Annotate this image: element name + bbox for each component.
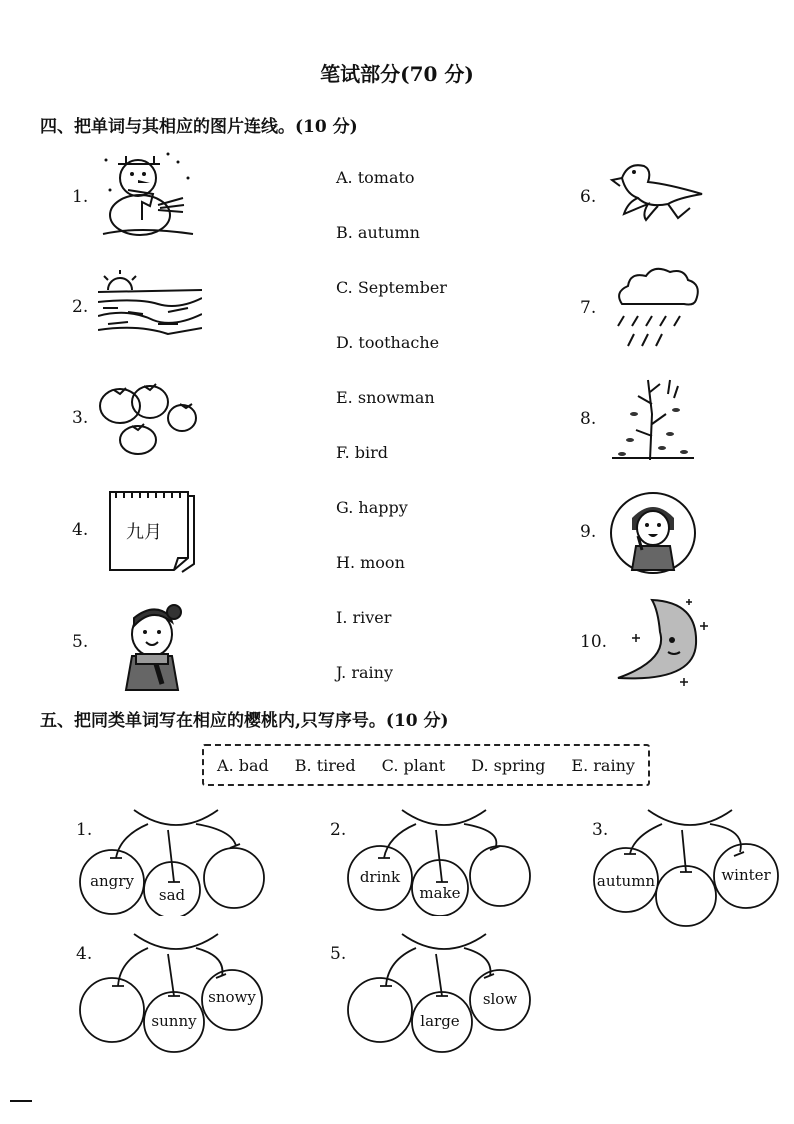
moon-picture <box>612 596 720 690</box>
item-number-6: 6. <box>580 187 597 207</box>
cherry-4-2-word: sunny <box>151 1012 197 1030</box>
cherry-5-3-word: slow <box>482 990 518 1008</box>
word-f: F. bird <box>336 443 389 462</box>
rain-cloud-picture <box>614 264 704 352</box>
cherry-4-3-word: snowy <box>208 988 256 1006</box>
cherry-2-1-word: drink <box>359 868 401 886</box>
cherry-1-1-word: angry <box>90 872 134 890</box>
word-a: A. tomato <box>336 168 415 187</box>
item-number-2: 2. <box>72 297 89 317</box>
word-g: G. happy <box>336 498 408 517</box>
option-c: C. plant <box>381 755 446 775</box>
item-number-1: 1. <box>72 187 89 207</box>
option-e: E. rainy <box>571 755 635 775</box>
calendar-label: 九月 <box>126 522 162 543</box>
word-e: E. snowman <box>336 388 435 407</box>
item-number-8: 8. <box>580 409 597 429</box>
word-j: J. rainy <box>336 663 393 682</box>
section-5-heading: 五、把同类单词写在相应的樱桃内,只写序号。(10 分) <box>40 711 449 731</box>
item-number-5: 5. <box>72 632 89 652</box>
cherry-3-1-word: autumn <box>596 872 656 890</box>
group-4-number: 4. <box>76 944 93 964</box>
tomato-picture <box>98 378 202 456</box>
word-h: H. moon <box>336 553 405 572</box>
autumn-tree-picture <box>610 374 696 464</box>
group-2-number: 2. <box>330 820 347 840</box>
word-b: B. autumn <box>336 223 420 242</box>
word-c: C. September <box>336 278 447 297</box>
option-b: B. tired <box>294 755 356 775</box>
group-5-number: 5. <box>330 944 347 964</box>
snowman-picture <box>98 150 198 240</box>
section-4-heading: 四、把单词与其相应的图片连线。(10 分) <box>40 117 358 137</box>
option-a: A. bad <box>217 755 269 775</box>
page-corner-mark <box>10 1100 32 1102</box>
option-d: D. spring <box>471 755 546 775</box>
item-number-3: 3. <box>72 408 89 428</box>
item-number-10: 10. <box>580 632 608 652</box>
word-options-box <box>202 744 650 786</box>
item-number-7: 7. <box>580 298 597 318</box>
item-number-4: 4. <box>72 520 89 540</box>
word-i: I. river <box>336 608 392 627</box>
cherry-2-2-word: make <box>419 884 461 902</box>
page-title: 笔试部分(70 分) <box>320 62 474 86</box>
girl-scarf-picture <box>112 598 196 692</box>
bird-picture <box>608 158 708 228</box>
group-1-number: 1. <box>76 820 93 840</box>
cherry-1-2-word: sad <box>158 886 186 904</box>
group-3-number: 3. <box>592 820 609 840</box>
cherry-3-3-word: winter <box>721 866 771 884</box>
word-d: D. toothache <box>336 333 440 352</box>
cherry-5-2-word: large <box>420 1012 460 1030</box>
river-picture <box>98 268 202 342</box>
item-number-9: 9. <box>580 522 597 542</box>
happy-girl-picture <box>608 490 698 576</box>
